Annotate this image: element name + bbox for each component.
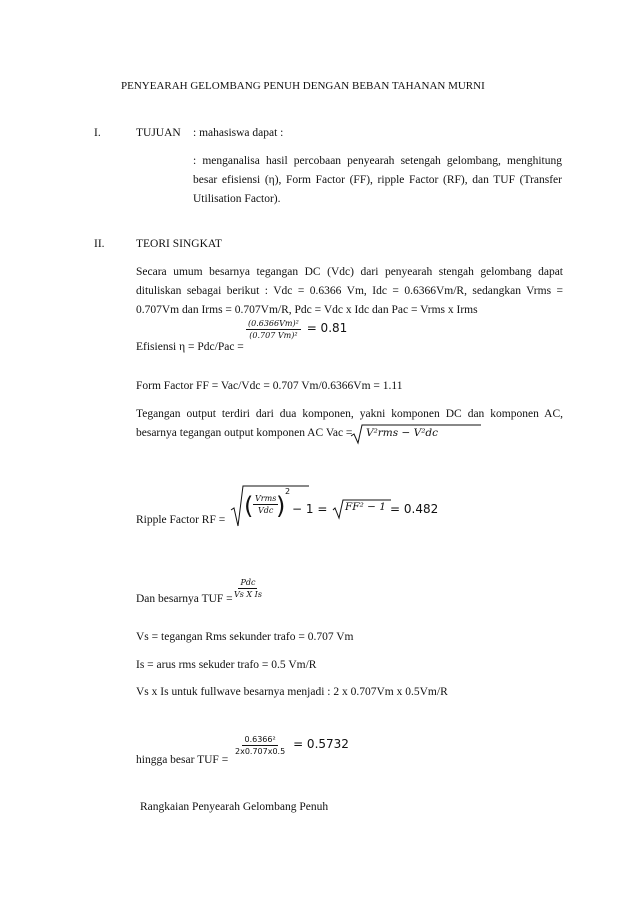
tuf-result-numerator: 0.6366² bbox=[244, 735, 276, 744]
section-2-number: II. bbox=[94, 238, 105, 250]
vs-is-line: Vs x Is untuk fullwave besarnya menjadi : 2 x 0.707Vm x 0.5Vm/R bbox=[136, 686, 448, 698]
ac-component-text: Tegangan output terdiri dari dua komponen, yakni komponen DC dan komponen AC, besarnya tegangan output komponen AC Vac = bbox=[136, 408, 563, 439]
theory-paragraph: Secara umum besarnya tegangan DC (Vdc) dari penyearah stengah gelombang dapat dituliskan sebagai berikut : Vdc = 0.6366 Vm, Idc = 0.6366Vm/R, sedangkan Vrms = 0.707Vm dan Irms = 0.707Vm/R, Pdc = Vdc x Idc dan Pac = Vrms x Irms bbox=[136, 266, 563, 316]
tuf-result-fraction bbox=[233, 735, 287, 756]
ripple-result: = 0.482 bbox=[390, 502, 439, 516]
circuit-heading: Rangkaian Penyearah Gelombang Penuh bbox=[140, 801, 329, 813]
tuf-formula bbox=[232, 578, 264, 599]
tuf-numerator: Pdc bbox=[240, 578, 256, 587]
form-factor-line: Form Factor FF = Vac/Vdc = 0.707 Vm/0.6366Vm = 1.11 bbox=[136, 380, 403, 392]
tuf-result-label: hingga besar TUF = bbox=[136, 754, 229, 766]
ripple-numerator: Vrms bbox=[255, 494, 277, 503]
ac-formula-text: V²rms − V²dc bbox=[366, 427, 439, 439]
section-1-heading: TUJUAN bbox=[136, 127, 181, 139]
tuf-denominator: Vs X Is bbox=[234, 590, 262, 599]
ripple-factor-formula bbox=[230, 484, 439, 528]
efficiency-denominator: (0.707 Vm)² bbox=[249, 331, 298, 340]
section-1-number: I. bbox=[94, 127, 101, 139]
tuf-result-formula bbox=[233, 735, 349, 756]
tuf-label: Dan besarnya TUF = bbox=[136, 593, 233, 605]
tuf-result-denominator: 2x0.707x0.5 bbox=[235, 747, 286, 756]
ripple-denominator: Vdc bbox=[257, 506, 274, 515]
ripple-ff-formula: FF² − 1 bbox=[345, 501, 386, 513]
ripple-factor-label: Ripple Factor RF = bbox=[136, 514, 226, 526]
document-title: PENYEARAH GELOMBANG PENUH DENGAN BEBAN TAHANAN MURNI bbox=[121, 80, 485, 92]
efficiency-result: = 0.81 bbox=[306, 321, 348, 336]
section-1-objective: : menganalisa hasil percobaan penyearah setengah gelombang, menghitung besar efisiensi (η), Form Factor (FF), ripple Factor (RF), dan TUF (Transfer Utilisation Factor). bbox=[193, 155, 562, 205]
section-2-heading: TEORI SINGKAT bbox=[136, 238, 222, 250]
left-paren-icon: ( bbox=[244, 492, 254, 520]
ripple-mid: − 1 = bbox=[292, 502, 328, 516]
efficiency-formula bbox=[246, 319, 347, 340]
is-line: Is = arus rms sekuder trafo = 0.5 Vm/R bbox=[136, 659, 317, 671]
efficiency-label: Efisiensi η = Pdc/Pac = bbox=[136, 341, 244, 353]
vs-line: Vs = tegangan Rms sekunder trafo = 0.707 Vm bbox=[136, 631, 354, 643]
ripple-fraction bbox=[253, 494, 278, 515]
tuf-fraction bbox=[232, 578, 264, 599]
efficiency-fraction bbox=[246, 319, 301, 340]
section-1-intro: : mahasiswa dapat : bbox=[193, 127, 284, 139]
right-paren-icon: ) bbox=[276, 492, 286, 520]
efficiency-numerator: (0.6366Vm)² bbox=[248, 319, 299, 328]
ripple-exponent: 2 bbox=[285, 487, 291, 496]
tuf-result-value: = 0.5732 bbox=[293, 737, 349, 752]
